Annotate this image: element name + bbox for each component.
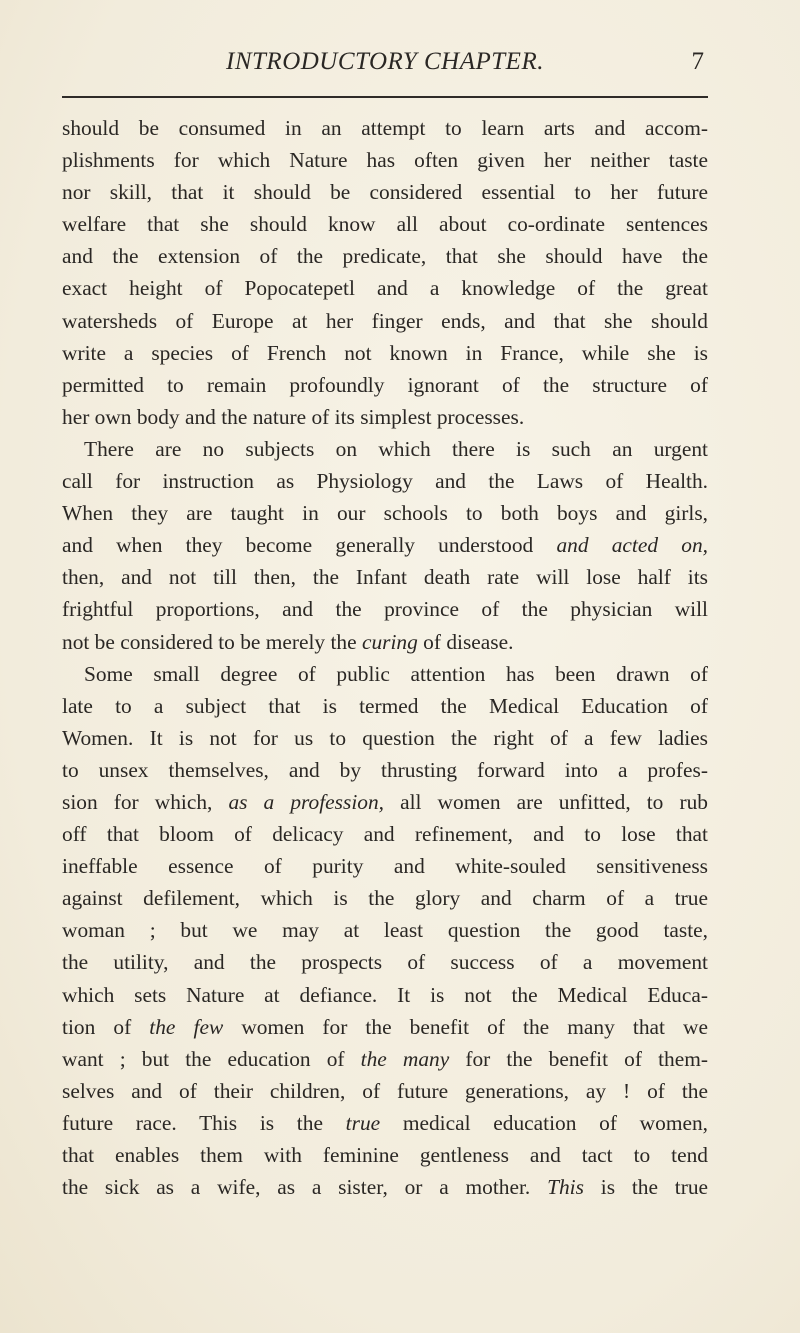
italic-run: the few xyxy=(149,1014,224,1039)
text-line: When they are taught in our schools to both boys and girls, xyxy=(62,501,708,526)
italic-run: and acted on, xyxy=(556,533,708,558)
text-run: the sick as a wife, as a sister, or a mother. xyxy=(62,1175,548,1200)
italic-run: the many xyxy=(360,1046,450,1071)
text-line xyxy=(62,529,708,561)
text-run: not be considered to be merely the xyxy=(62,629,362,654)
text-line: welfare that she should know all about co-ordinate sentences xyxy=(62,212,708,237)
text-line: to unsex themselves, and by thrusting forward into a profes- xyxy=(62,757,708,782)
text-line: off that bloom of delicacy and refinement, and to lose that xyxy=(62,822,708,847)
text-line: exact height of Popocatepetl and a knowledge of the great xyxy=(62,276,708,301)
text-run: want ; but the education of xyxy=(62,1046,361,1071)
text-run: sion for which, xyxy=(62,789,229,814)
body-text xyxy=(62,112,708,1203)
text-line: plishments for which Nature has often given her neither taste xyxy=(62,148,708,173)
text-line: the utility, and the prospects of success of a movement xyxy=(62,950,708,975)
text-run: and when they become generally understood xyxy=(62,533,557,558)
text-line: then, and not till then, the Infant death rate will lose half its xyxy=(62,565,708,590)
text-line: Women. It is not for us to question the right of a few ladies xyxy=(62,725,708,750)
text-line: frightful proportions, and the province of the physician will xyxy=(62,597,708,622)
text-line xyxy=(62,1043,708,1075)
text-line: There are no subjects on which there is such an urgent xyxy=(84,436,708,461)
text-line: ineffable essence of purity and white-souled sensitiveness xyxy=(62,854,708,879)
italic-run: This xyxy=(547,1175,584,1200)
italic-run: true xyxy=(345,1110,381,1135)
text-run: for the benefit of them- xyxy=(449,1046,708,1071)
text-run: is the true xyxy=(583,1175,709,1200)
text-line: and the extension of the predicate, that she should have the xyxy=(62,244,708,269)
text-line: call for instruction as Physiology and the Laws of Health. xyxy=(62,469,708,494)
text-line: nor skill, that it should be considered essential to her future xyxy=(62,180,708,205)
text-line: which sets Nature at defiance. It is not the Medical Educa- xyxy=(62,982,708,1007)
text-line xyxy=(62,1011,708,1043)
page-header xyxy=(62,48,708,88)
text-line: that enables them with feminine gentleness and tact to tend xyxy=(62,1143,708,1167)
text-run: of disease. xyxy=(417,629,514,654)
text-line: write a species of French not known in France, while she is xyxy=(62,340,708,365)
text-run: future race. This is the xyxy=(62,1110,346,1135)
header-rule xyxy=(62,96,708,98)
italic-run: curing xyxy=(361,629,418,654)
text-run: medical education of women, xyxy=(380,1110,708,1135)
text-line: watersheds of Europe at her finger ends, and that she should xyxy=(62,308,708,333)
text-line xyxy=(62,1107,708,1139)
text-line: selves and of their children, of future generations, ay ! of the xyxy=(62,1078,708,1103)
text-line: Some small degree of public attention has been drawn of xyxy=(84,661,708,686)
text-run: women for the benefit of the many that we xyxy=(223,1014,709,1039)
text-line xyxy=(62,1171,708,1203)
text-run: all women are unfitted, to rub xyxy=(384,789,708,814)
text-line: against defilement, which is the glory and charm of a true xyxy=(62,886,708,911)
text-line xyxy=(62,786,708,818)
text-line: late to a subject that is termed the Medical Education of xyxy=(62,693,708,718)
text-run: tion of xyxy=(62,1014,150,1039)
italic-run: as a profession, xyxy=(228,789,385,814)
text-line: should be consumed in an attempt to learn arts and accom- xyxy=(62,116,708,140)
text-line: permitted to remain profoundly ignorant of the structure of xyxy=(62,372,708,397)
running-head: INTRODUCTORY CHAPTER. xyxy=(226,48,544,75)
text-line: woman ; but we may at least question the good taste, xyxy=(62,918,708,943)
text-line: her own body and the nature of its simplest processes. xyxy=(62,404,525,429)
text-line xyxy=(62,626,708,658)
page-number: 7 xyxy=(691,48,704,75)
